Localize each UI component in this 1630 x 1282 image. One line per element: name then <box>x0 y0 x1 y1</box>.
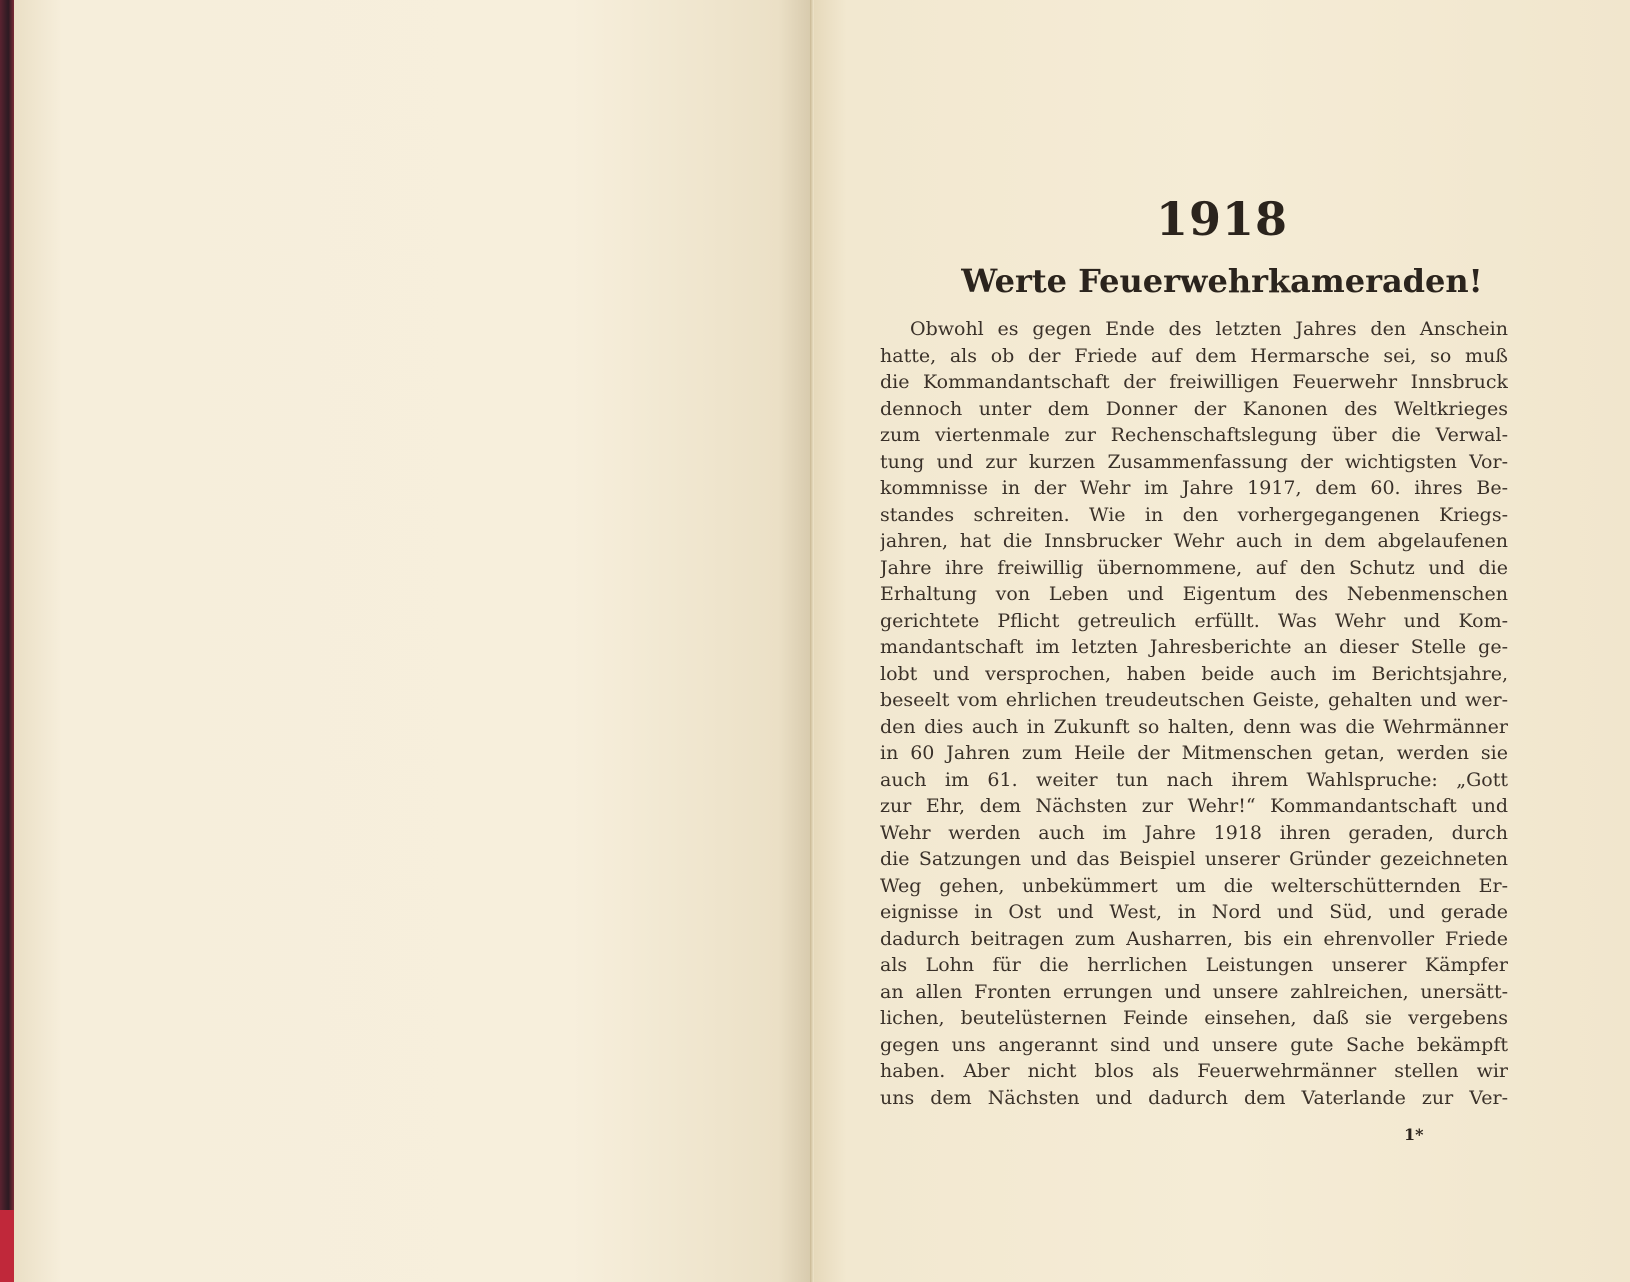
text-line: den dies auch in Zukunft so halten, denn was die Wehrmänner <box>880 715 1508 738</box>
right-page <box>814 0 1630 1282</box>
text-line: gerichtete Pflicht getreulich erfüllt. Was Wehr und Kom- <box>880 609 1508 632</box>
signature-mark: 1* <box>1404 1125 1424 1144</box>
text-line: zum viertenmale zur Rechenschaftslegung über die Verwal- <box>880 424 1508 446</box>
text-line: lichen, beutelüsternen Feinde einsehen, daß sie vergebens <box>880 1007 1508 1029</box>
text-line: auch im 61. weiter tun nach ihrem Wahlspruche: „Gott <box>880 768 1508 791</box>
text-line: gegen uns angerannt sind und unsere gute Sache bekämpft <box>880 1033 1508 1056</box>
text-line: haben. Aber nicht blos als Feuerwehrmänner stellen wir <box>880 1060 1508 1082</box>
text-line: jahren, hat die Innsbrucker Wehr auch in dem abgelaufenen <box>880 530 1508 552</box>
text-line: beseelt vom ehrlichen treudeutschen Geiste, gehalten und wer- <box>880 689 1508 711</box>
text-line: Wehr werden auch im Jahre 1918 ihren geraden, durch <box>880 821 1508 844</box>
text-line: Obwohl es gegen Ende des letzten Jahres den Anschein <box>910 318 1508 340</box>
text-line: dadurch beitragen zum Ausharren, bis ein ehrenvoller Friede <box>880 927 1508 950</box>
text-line: kommnisse in der Wehr im Jahre 1917, dem 60. ihres Be- <box>880 477 1508 499</box>
text-line: dennoch unter dem Donner der Kanonen des Weltkrieges <box>880 397 1508 420</box>
left-page-blank <box>14 0 810 1282</box>
text-line: lobt und versprochen, haben beide auch im Berichtsjahre, <box>880 662 1508 685</box>
text-line: uns dem Nächsten und dadurch dem Vaterlande zur Ver- <box>880 1086 1508 1109</box>
text-line: zur Ehr, dem Nächsten zur Wehr!“ Kommandantschaft und <box>880 795 1508 817</box>
text-line: an allen Fronten errungen und unsere zahlreichen, unersätt- <box>880 980 1508 1003</box>
text-line: als Lohn für die herrlichen Leistungen unserer Kämpfer <box>880 954 1508 976</box>
page-year-title: 1918 <box>1155 192 1289 246</box>
text-line: eignisse in Ost und West, in Nord und Süd, und gerade <box>880 901 1508 923</box>
text-line: in 60 Jahren zum Heile der Mitmenschen getan, werden sie <box>880 742 1508 764</box>
page-heading: Werte Feuerwehrkameraden! <box>961 262 1483 300</box>
text-line: Jahre ihre freiwillig übernommene, auf den Schutz und die <box>880 556 1508 579</box>
text-line: standes schreiten. Wie in den vorhergegangenen Kriegs- <box>880 503 1508 526</box>
text-line: tung und zur kurzen Zusammenfassung der wichtigsten Vor- <box>880 450 1508 473</box>
text-line: mandantschaft im letzten Jahresberichte an dieser Stelle ge- <box>880 636 1508 658</box>
text-line: hatte, als ob der Friede auf dem Hermarsche sei, so muß <box>880 344 1508 367</box>
body-text <box>880 316 1508 1111</box>
text-line: die Kommandantschaft der freiwilligen Feuerwehr Innsbruck <box>880 371 1508 393</box>
text-line: die Satzungen und das Beispiel unserer Gründer gezeichneten <box>880 848 1508 870</box>
text-line: Erhaltung von Leben und Eigentum des Nebenmenschen <box>880 583 1508 605</box>
book-spine-edge <box>0 0 14 1282</box>
text-line: Weg gehen, unbekümmert um die welterschütternden Er- <box>880 874 1508 897</box>
spine-red-tab <box>0 1210 14 1282</box>
